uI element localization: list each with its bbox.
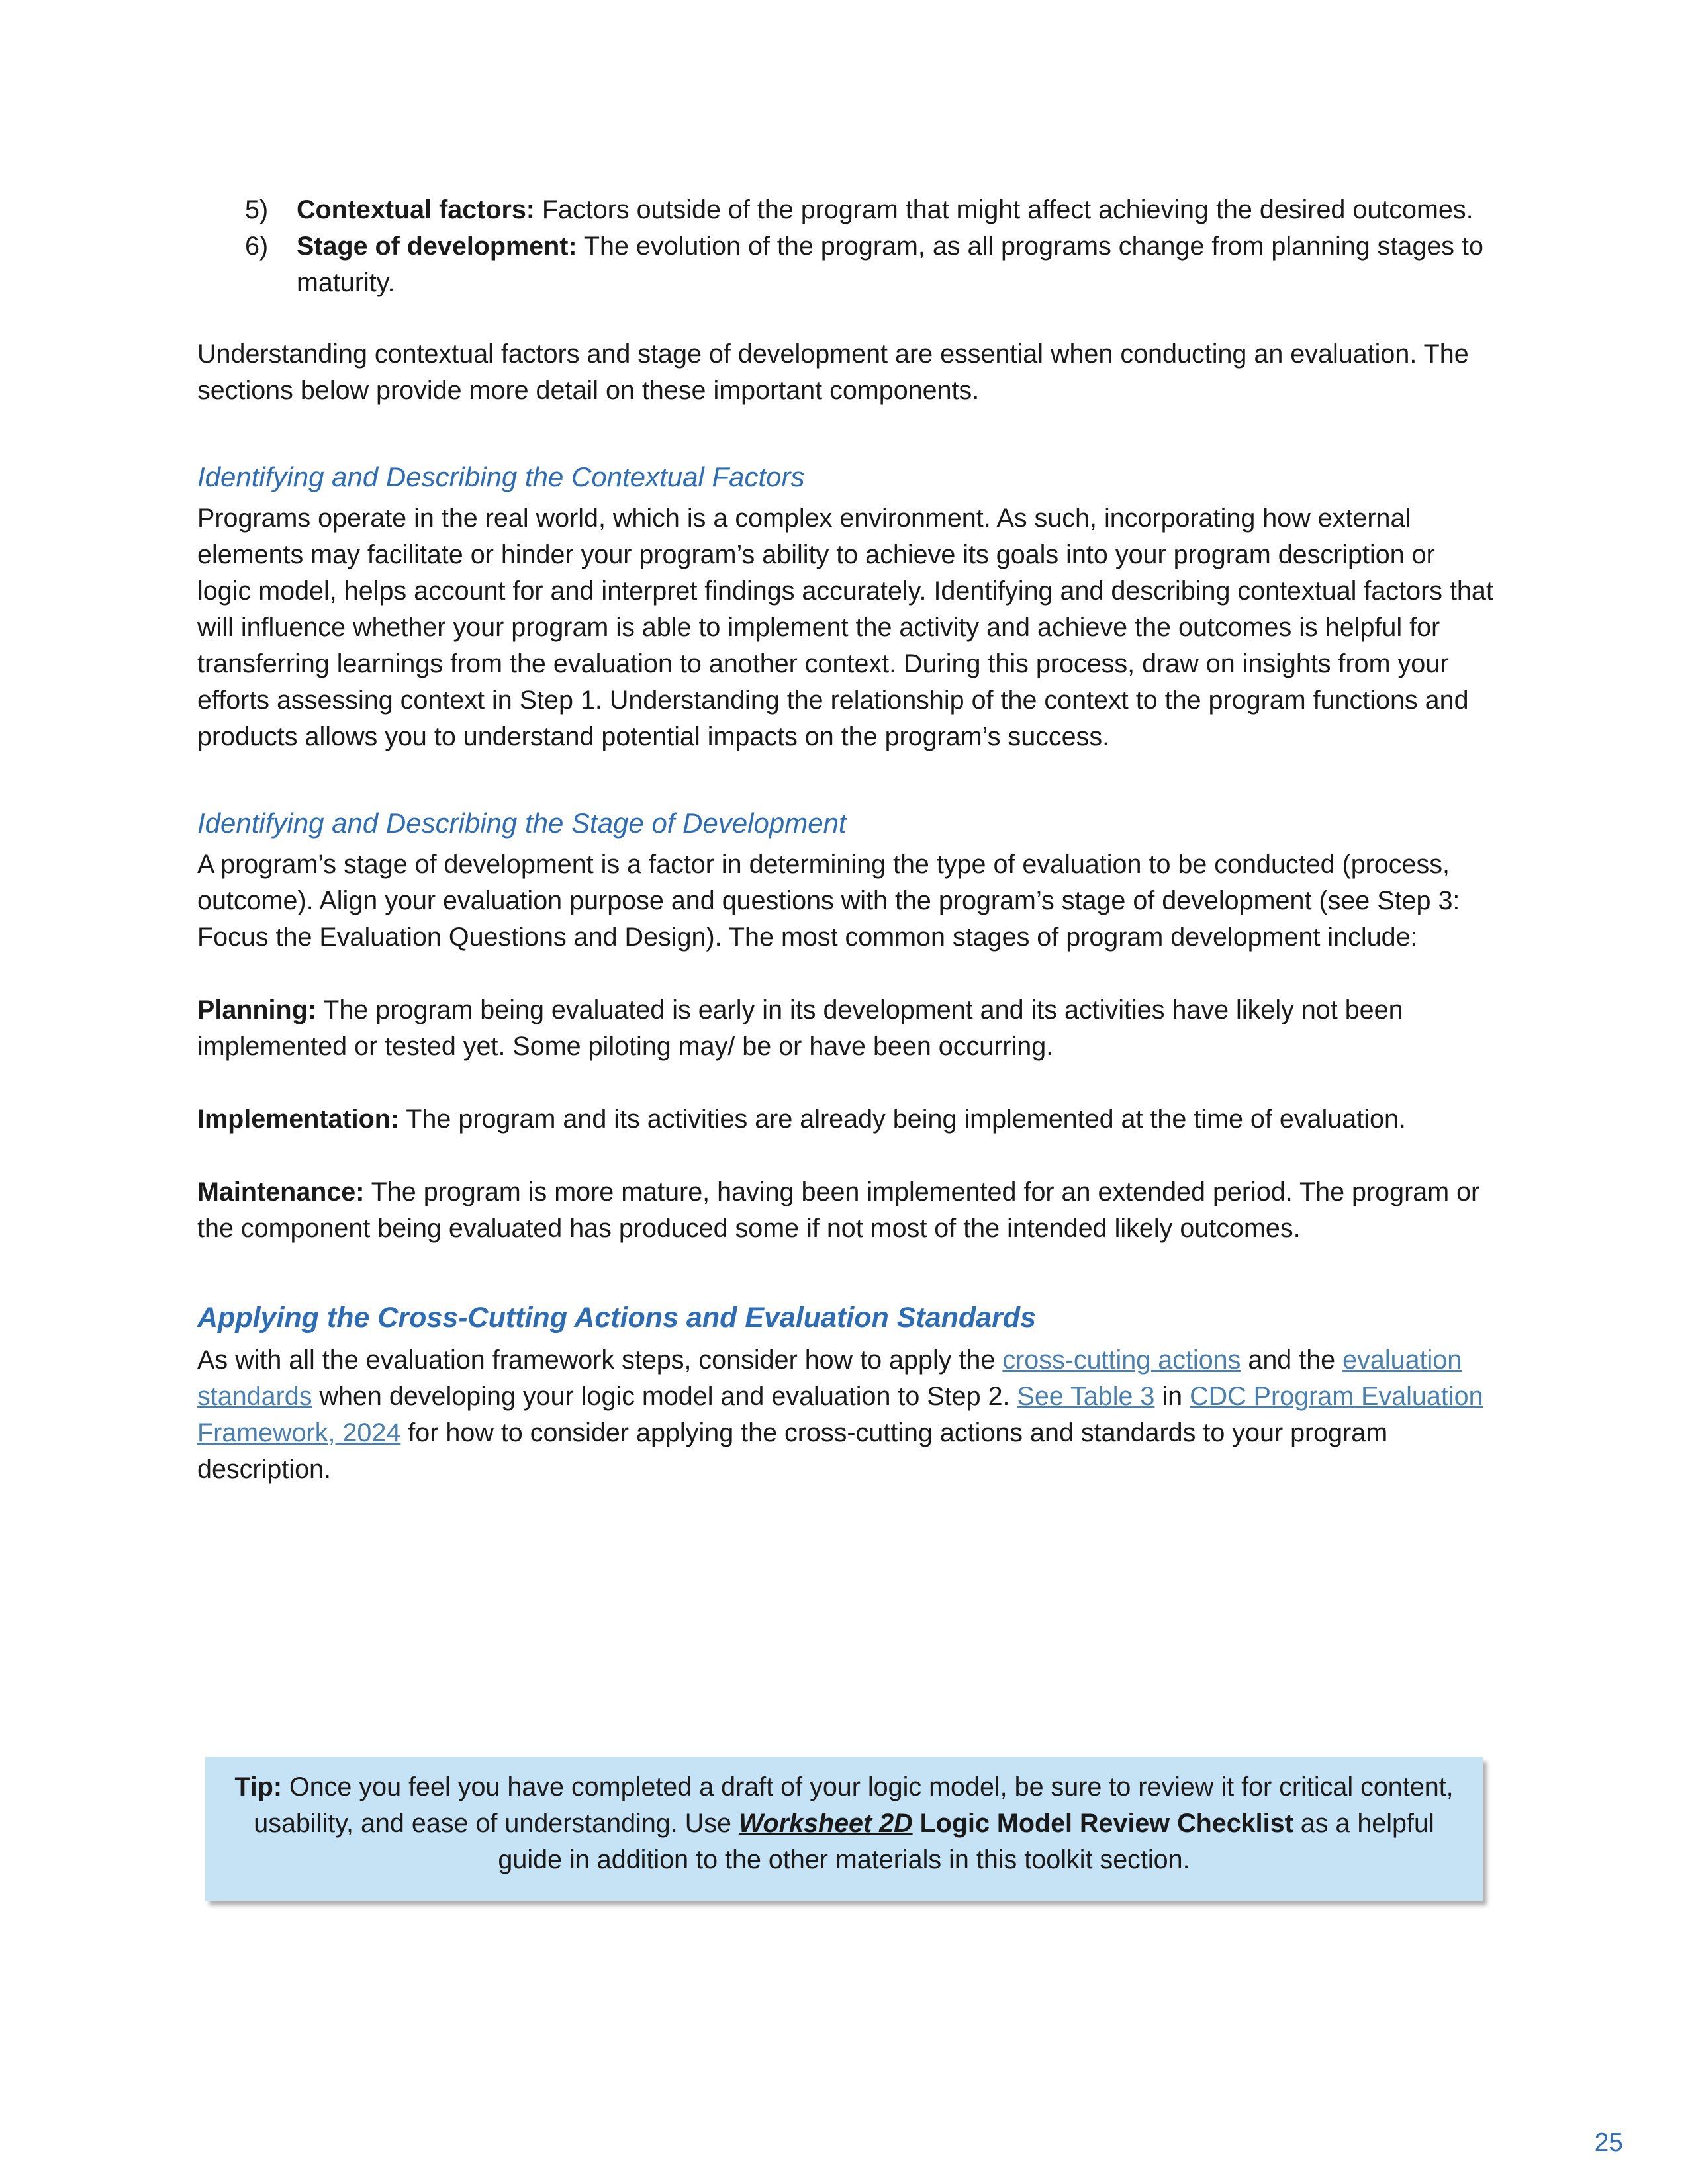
stage-term: Maintenance: [197, 1177, 365, 1206]
list-text: The evolution of the program, as all programs change from planning stages to maturity. [297, 232, 1483, 297]
cdc-framework-link[interactable]: CDC Program Evaluation Framework, 2024 [197, 1382, 1483, 1447]
list-term: Contextual factors: [297, 195, 535, 224]
tip-text: as a helpful guide in addition to the other materials in this toolkit section. [498, 1809, 1434, 1874]
stage-planning [197, 992, 1495, 1065]
tip-callout [205, 1757, 1483, 1901]
list-item-contextual-factors [245, 192, 1495, 228]
list-term: Stage of development: [297, 232, 577, 261]
list-item-stage-of-development [245, 228, 1495, 301]
page-body [197, 192, 1495, 1488]
heading-applying-standards: Applying the Cross-Cutting Actions and Evaluation Standards [197, 1302, 1036, 1334]
contextual-factors-paragraph: Programs operate in the real world, which is a complex environment. As such, incorporating how external elements may facilitate or hinder your program’s ability to achieve its goals into your program description or logic model, helps account for and interpret findings accurately. Identifying and describing contextual factors that will influence whether your program is able to implement the activity and achieve the outcomes is helpful for transferring learnings from the evaluation to another context. During this process, draw on insights from your efforts assessing context in Step 1. Understanding the relationship of the context to the program functions and products allows you to understand potential impacts on the program’s success. [197, 504, 1493, 751]
tip-label: Tip: [234, 1772, 283, 1801]
stage-text: The program being evaluated is early in its development and its activities have likely not been implemented or tested yet. Some piloting may/ be or have been occurring. [197, 995, 1403, 1061]
see-table-3-link[interactable]: See Table 3 [1017, 1382, 1155, 1411]
evaluation-standards-link[interactable]: evaluation standards [197, 1345, 1462, 1411]
checklist-title: Logic Model Review Checklist [912, 1809, 1293, 1838]
text-run: and the [1241, 1345, 1343, 1375]
text-run: when developing your logic model and evaluation to Step 2. [312, 1382, 1017, 1411]
list-number: 6) [245, 232, 269, 261]
stage-term: Planning: [197, 995, 316, 1024]
text-run: As with all the evaluation framework steps, consider how to apply the [197, 1345, 1003, 1375]
stage-paragraph: A program’s stage of development is a factor in determining the type of evaluation to be conducted (process, outcome). Align your evaluation purpose and questions with the program’s stage of development (see Step 3: Focus the Evaluation Questions and Design). The most common stages of program development include: [197, 850, 1460, 952]
intro-paragraph: Understanding contextual factors and stage of development are essential when conducting an evaluation. The sections below provide more detail on these important components. [197, 340, 1469, 405]
cross-cutting-actions-link[interactable]: cross-cutting actions [1002, 1345, 1241, 1375]
stage-implementation [197, 1101, 1495, 1138]
page-number: 25 [1594, 2128, 1623, 2157]
applying-paragraph [197, 1342, 1495, 1488]
heading-contextual-factors: Identifying and Describing the Contextual Factors [197, 461, 805, 492]
stage-text: The program is more mature, having been implemented for an extended period. The program or the component being evaluated has produced some if not most of the intended likely outcomes. [197, 1177, 1480, 1243]
worksheet-2d-reference: Worksheet 2D [738, 1809, 913, 1838]
list-text: Factors outside of the program that might affect achieving the desired outcomes. [534, 195, 1474, 224]
stage-text: The program and its activities are already being implemented at the time of evaluation. [399, 1105, 1406, 1134]
tip-text: Once you feel you have completed a draft of your logic model, be sure to review it for critical content, usability, and ease of understanding. Use [254, 1772, 1454, 1838]
list-number: 5) [245, 195, 269, 224]
component-list [197, 192, 1495, 301]
heading-stage-of-development: Identifying and Describing the Stage of Development [197, 807, 847, 839]
text-run: for how to consider applying the cross-cutting actions and standards to your program description. [197, 1418, 1388, 1484]
stage-term: Implementation: [197, 1105, 400, 1134]
text-run: in [1154, 1382, 1190, 1411]
stage-maintenance [197, 1174, 1495, 1247]
